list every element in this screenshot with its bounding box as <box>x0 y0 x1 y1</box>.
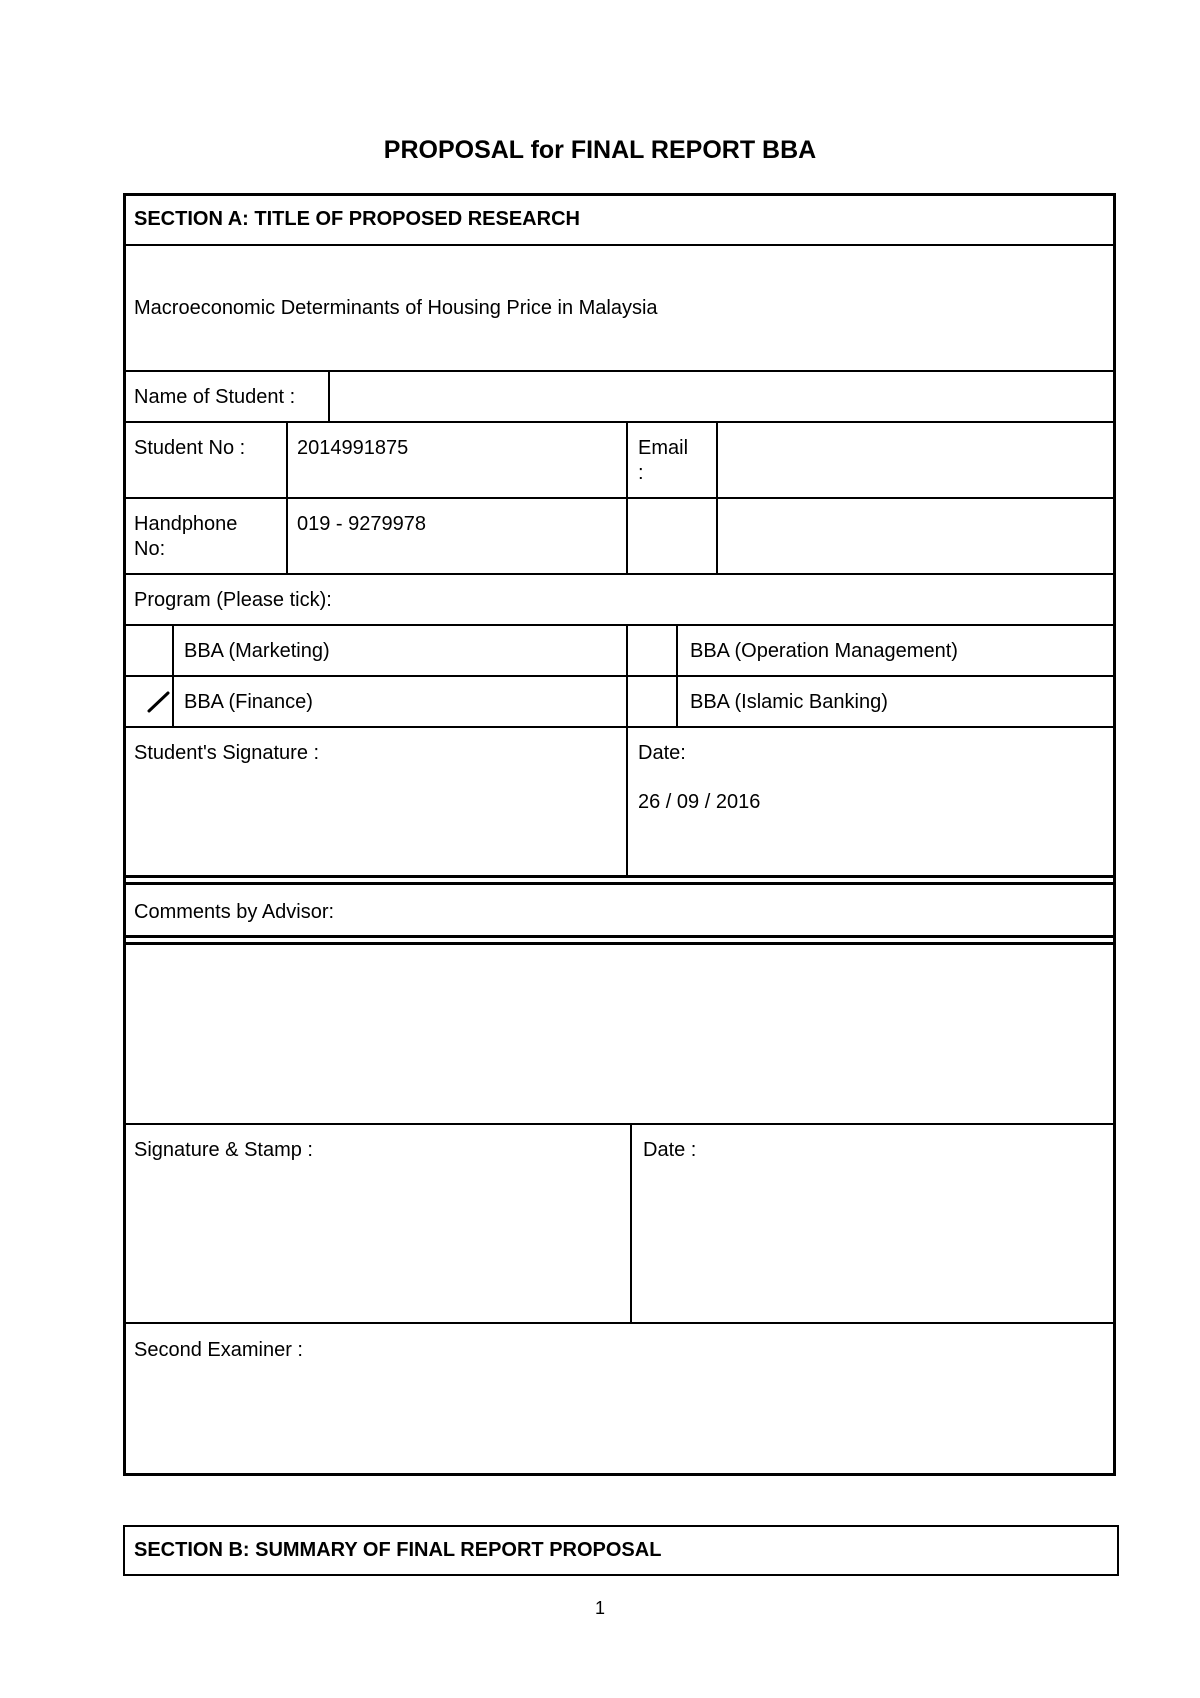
name-label: Name of Student : <box>134 386 296 408</box>
advisor-date-label: Date : <box>643 1139 697 1161</box>
program-islamic-banking: BBA (Islamic Banking) <box>690 691 888 713</box>
comments-label: Comments by Advisor: <box>134 901 335 923</box>
check-mark-icon <box>146 689 172 715</box>
page-number: 1 <box>594 1598 605 1618</box>
student-no-label: Student No : <box>134 437 246 459</box>
section-b-header: SECTION B: SUMMARY OF FINAL REPORT PROPOSAL <box>134 1539 662 1561</box>
handphone-label-no: No: <box>134 538 166 560</box>
date-label: Date: <box>638 742 686 764</box>
second-examiner-label: Second Examiner : <box>134 1339 303 1361</box>
research-title: Macroeconomic Determinants of Housing Price in Malaysia <box>134 297 658 319</box>
handphone-value: 019 - 9279978 <box>297 513 427 535</box>
email-label: Email <box>638 437 689 459</box>
program-marketing: BBA (Marketing) <box>184 640 330 662</box>
section-a-header: SECTION A: TITLE OF PROPOSED RESEARCH <box>134 208 580 230</box>
student-no-value: 2014991875 <box>297 437 409 459</box>
date-value: 26 / 09 / 2016 <box>638 791 761 813</box>
program-finance: BBA (Finance) <box>184 691 313 713</box>
page-title: PROPOSAL for FINAL REPORT BBA <box>383 136 817 164</box>
handphone-label: Handphone <box>134 513 238 535</box>
student-signature-label: Student's Signature : <box>134 742 320 764</box>
email-label-colon: : <box>638 462 644 484</box>
program-label: Program (Please tick): <box>134 589 332 611</box>
signature-stamp-label: Signature & Stamp : <box>134 1139 313 1161</box>
program-operation-management: BBA (Operation Management) <box>690 640 958 662</box>
